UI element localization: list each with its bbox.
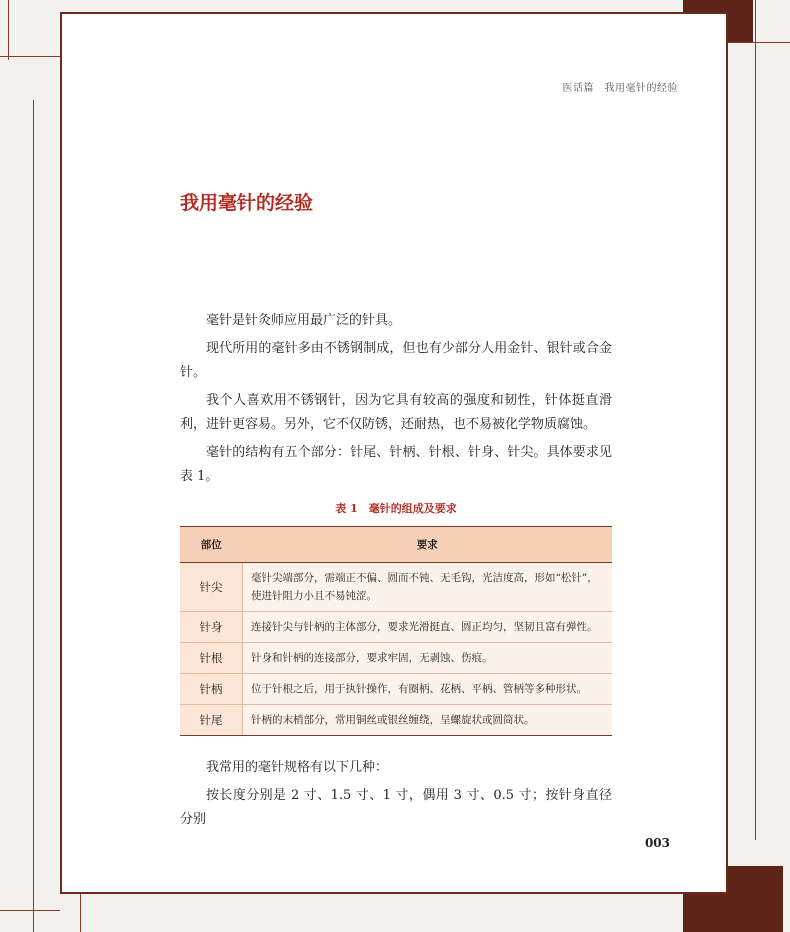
table-cell-part: 针柄 bbox=[180, 674, 243, 705]
paragraph: 毫针的结构有五个部分：针尾、针柄、针根、针身、针尖。具体要求见表 1。 bbox=[180, 445, 612, 484]
paragraph: 我常用的毫针规格有以下几种： bbox=[206, 760, 389, 775]
table-cell-requirement: 针身和针柄的连接部分，要求牢固，无剥蚀、伤痕。 bbox=[243, 643, 613, 674]
table-cell-part: 针尖 bbox=[180, 563, 243, 612]
table-header-requirement: 要求 bbox=[243, 527, 613, 563]
table-cell-requirement: 连接针尖与针柄的主体部分，要求光滑挺直、圆正均匀，坚韧且富有弹性。 bbox=[243, 612, 613, 643]
table-row bbox=[180, 643, 612, 674]
frame-line-left-bottom bbox=[80, 894, 81, 932]
table-cell-requirement: 毫针尖端部分，需端正不偏、圆而不钝、无毛钩，光洁度高，形如“松针”，使进针阻力小且不易钝涩。 bbox=[243, 563, 613, 612]
paragraph: 我个人喜欢用不锈钢针，因为它具有较高的强度和韧性，针体挺直滑利，进针更容易。另外，它不仅防锈，还耐热，也不易被化学物质腐蚀。 bbox=[180, 393, 612, 432]
table-row bbox=[180, 705, 612, 736]
table-header-row bbox=[180, 527, 612, 563]
table-cell-part: 针根 bbox=[180, 643, 243, 674]
body-text-top bbox=[180, 309, 612, 493]
table-row bbox=[180, 563, 612, 612]
table-cell-requirement: 位于针根之后，用于执针操作，有圈柄、花柄、平柄、管柄等多种形状。 bbox=[243, 674, 613, 705]
page-number: 003 bbox=[644, 836, 670, 850]
frame-line-left-long bbox=[33, 100, 34, 932]
paragraph: 现代所用的毫针多由不锈钢制成，但也有少部分人用金针、银针或合金针。 bbox=[180, 341, 612, 380]
body-text-bottom bbox=[180, 756, 612, 836]
table-row bbox=[180, 674, 612, 705]
paragraph: 毫针是针灸师应用最广泛的针具。 bbox=[206, 313, 402, 328]
frame-line-top-left bbox=[0, 56, 60, 57]
table-cell-part: 针身 bbox=[180, 612, 243, 643]
table-caption: 表 1 毫针的组成及要求 bbox=[335, 502, 457, 515]
table-cell-part: 针尾 bbox=[180, 705, 243, 736]
frame-line-bottom-left bbox=[0, 910, 60, 911]
frame-line-right-long bbox=[755, 0, 756, 840]
running-head: 医话篇 我用毫针的经验 bbox=[562, 83, 678, 94]
table-cell-requirement: 针柄的末梢部分，常用铜丝或银丝缠绕，呈螺旋状或圆筒状。 bbox=[243, 705, 613, 736]
paragraph: 按长度分别是 2 寸、1.5 寸、1 寸，偶用 3 寸、0.5 寸；按针身直径分别 bbox=[180, 788, 612, 827]
frame-line-left-outer bbox=[8, 0, 9, 60]
chapter-title: 我用毫针的经验 bbox=[180, 192, 314, 214]
frame-line-right-top bbox=[728, 42, 790, 43]
needle-spec-table bbox=[180, 526, 612, 736]
table-header-part: 部位 bbox=[180, 527, 243, 563]
table-row bbox=[180, 612, 612, 643]
